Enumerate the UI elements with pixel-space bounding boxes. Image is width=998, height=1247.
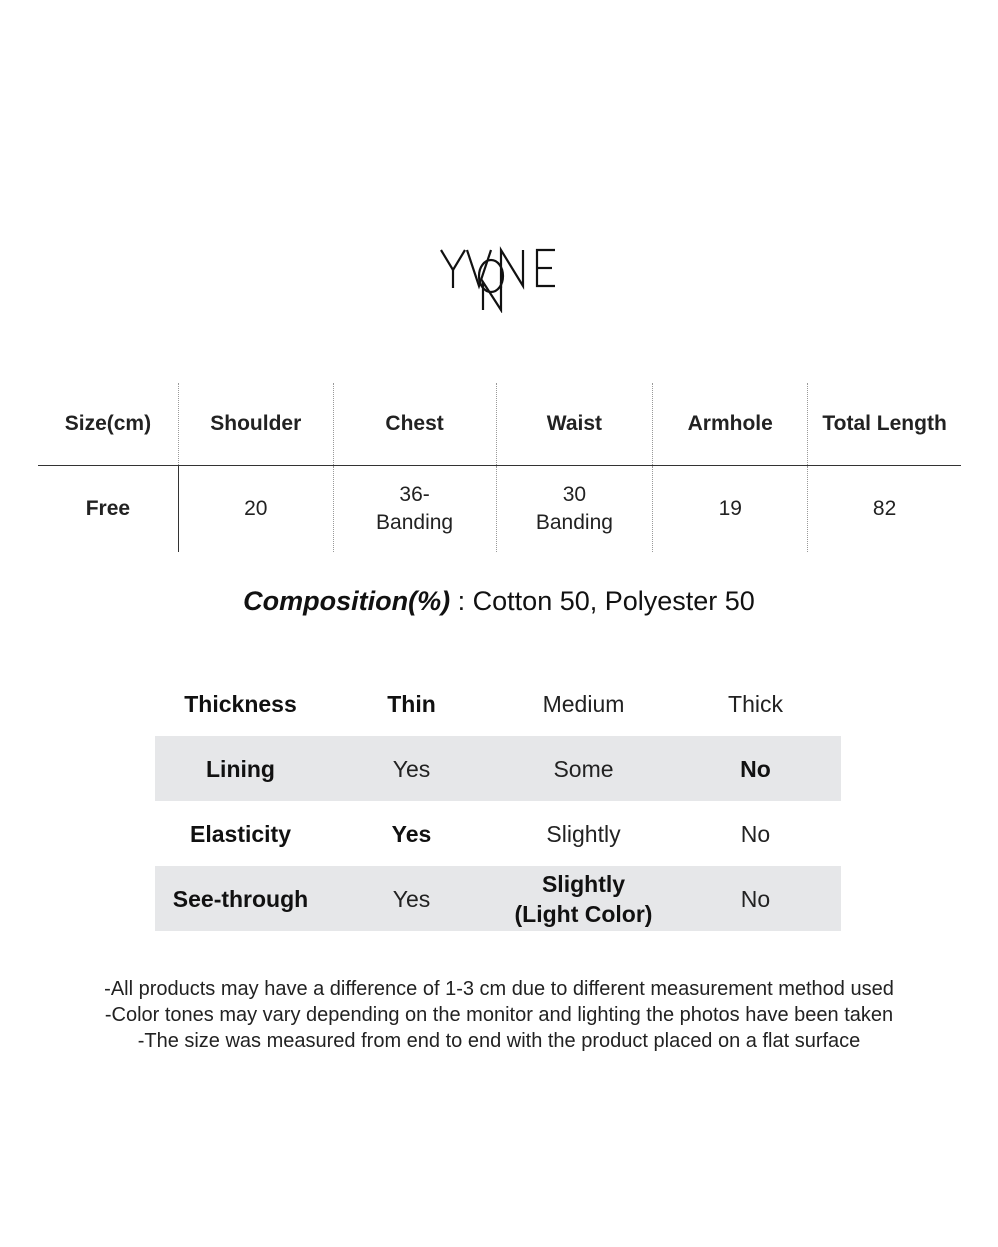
table-row — [38, 466, 961, 552]
fabric-option: Thin — [387, 690, 436, 717]
note-line: -Color tones may vary depending on the monitor and lighting the photos have been taken — [104, 1004, 894, 1026]
header-size: Size(cm) — [64, 412, 152, 435]
waist-value-text: 30 Banding — [535, 483, 613, 534]
size-value: Free — [85, 497, 131, 520]
fabric-attribute: Thickness — [184, 690, 297, 717]
fabric-option: Slightly (Light Color) — [514, 870, 653, 927]
note-line: -The size was measured from end to end with the product placed on a flat surface — [137, 1030, 861, 1052]
waist-value — [496, 466, 653, 552]
chest-value — [333, 466, 496, 552]
fabric-row-elasticity — [155, 801, 841, 866]
size-table-header — [38, 383, 961, 466]
header-shoulder: Shoulder — [178, 383, 333, 465]
fabric-option: No — [740, 885, 771, 912]
fabric-attribute: See-through — [172, 885, 309, 912]
header-waist: Waist — [496, 383, 653, 465]
composition-separator: : — [450, 586, 473, 616]
fabric-option: Some — [553, 755, 614, 782]
fabric-option: No — [740, 755, 771, 782]
header-armhole: Armhole — [652, 383, 807, 465]
composition-label: Composition(%) — [243, 586, 451, 616]
fabric-option: Yes — [392, 885, 431, 912]
header-chest: Chest — [333, 383, 496, 465]
note-line: -All products may have a difference of 1-3 cm due to different measurement method used — [104, 978, 894, 1000]
fabric-table — [155, 671, 841, 931]
header-total-length: Total Length — [807, 383, 961, 465]
brand-logo — [439, 238, 559, 313]
fabric-option: Yes — [392, 755, 431, 782]
fabric-row-thickness — [155, 671, 841, 736]
size-table — [38, 383, 961, 552]
fabric-option: Thick — [728, 690, 783, 717]
fabric-option: Slightly — [546, 820, 621, 847]
fabric-row-see-through — [155, 866, 841, 931]
chest-value-text: 36- Banding — [376, 483, 454, 534]
fabric-option: No — [740, 820, 771, 847]
fabric-option: Medium — [542, 690, 625, 717]
fabric-attribute: Lining — [206, 755, 275, 782]
fabric-option: Yes — [391, 820, 432, 847]
shoulder-value: 20 — [178, 466, 333, 552]
total-length-value: 82 — [807, 466, 961, 552]
composition — [0, 586, 998, 617]
composition-value: Cotton 50, Polyester 50 — [472, 586, 755, 616]
armhole-value: 19 — [652, 466, 807, 552]
fabric-attribute: Elasticity — [190, 820, 291, 847]
notes — [0, 976, 998, 1054]
fabric-row-lining — [155, 736, 841, 801]
